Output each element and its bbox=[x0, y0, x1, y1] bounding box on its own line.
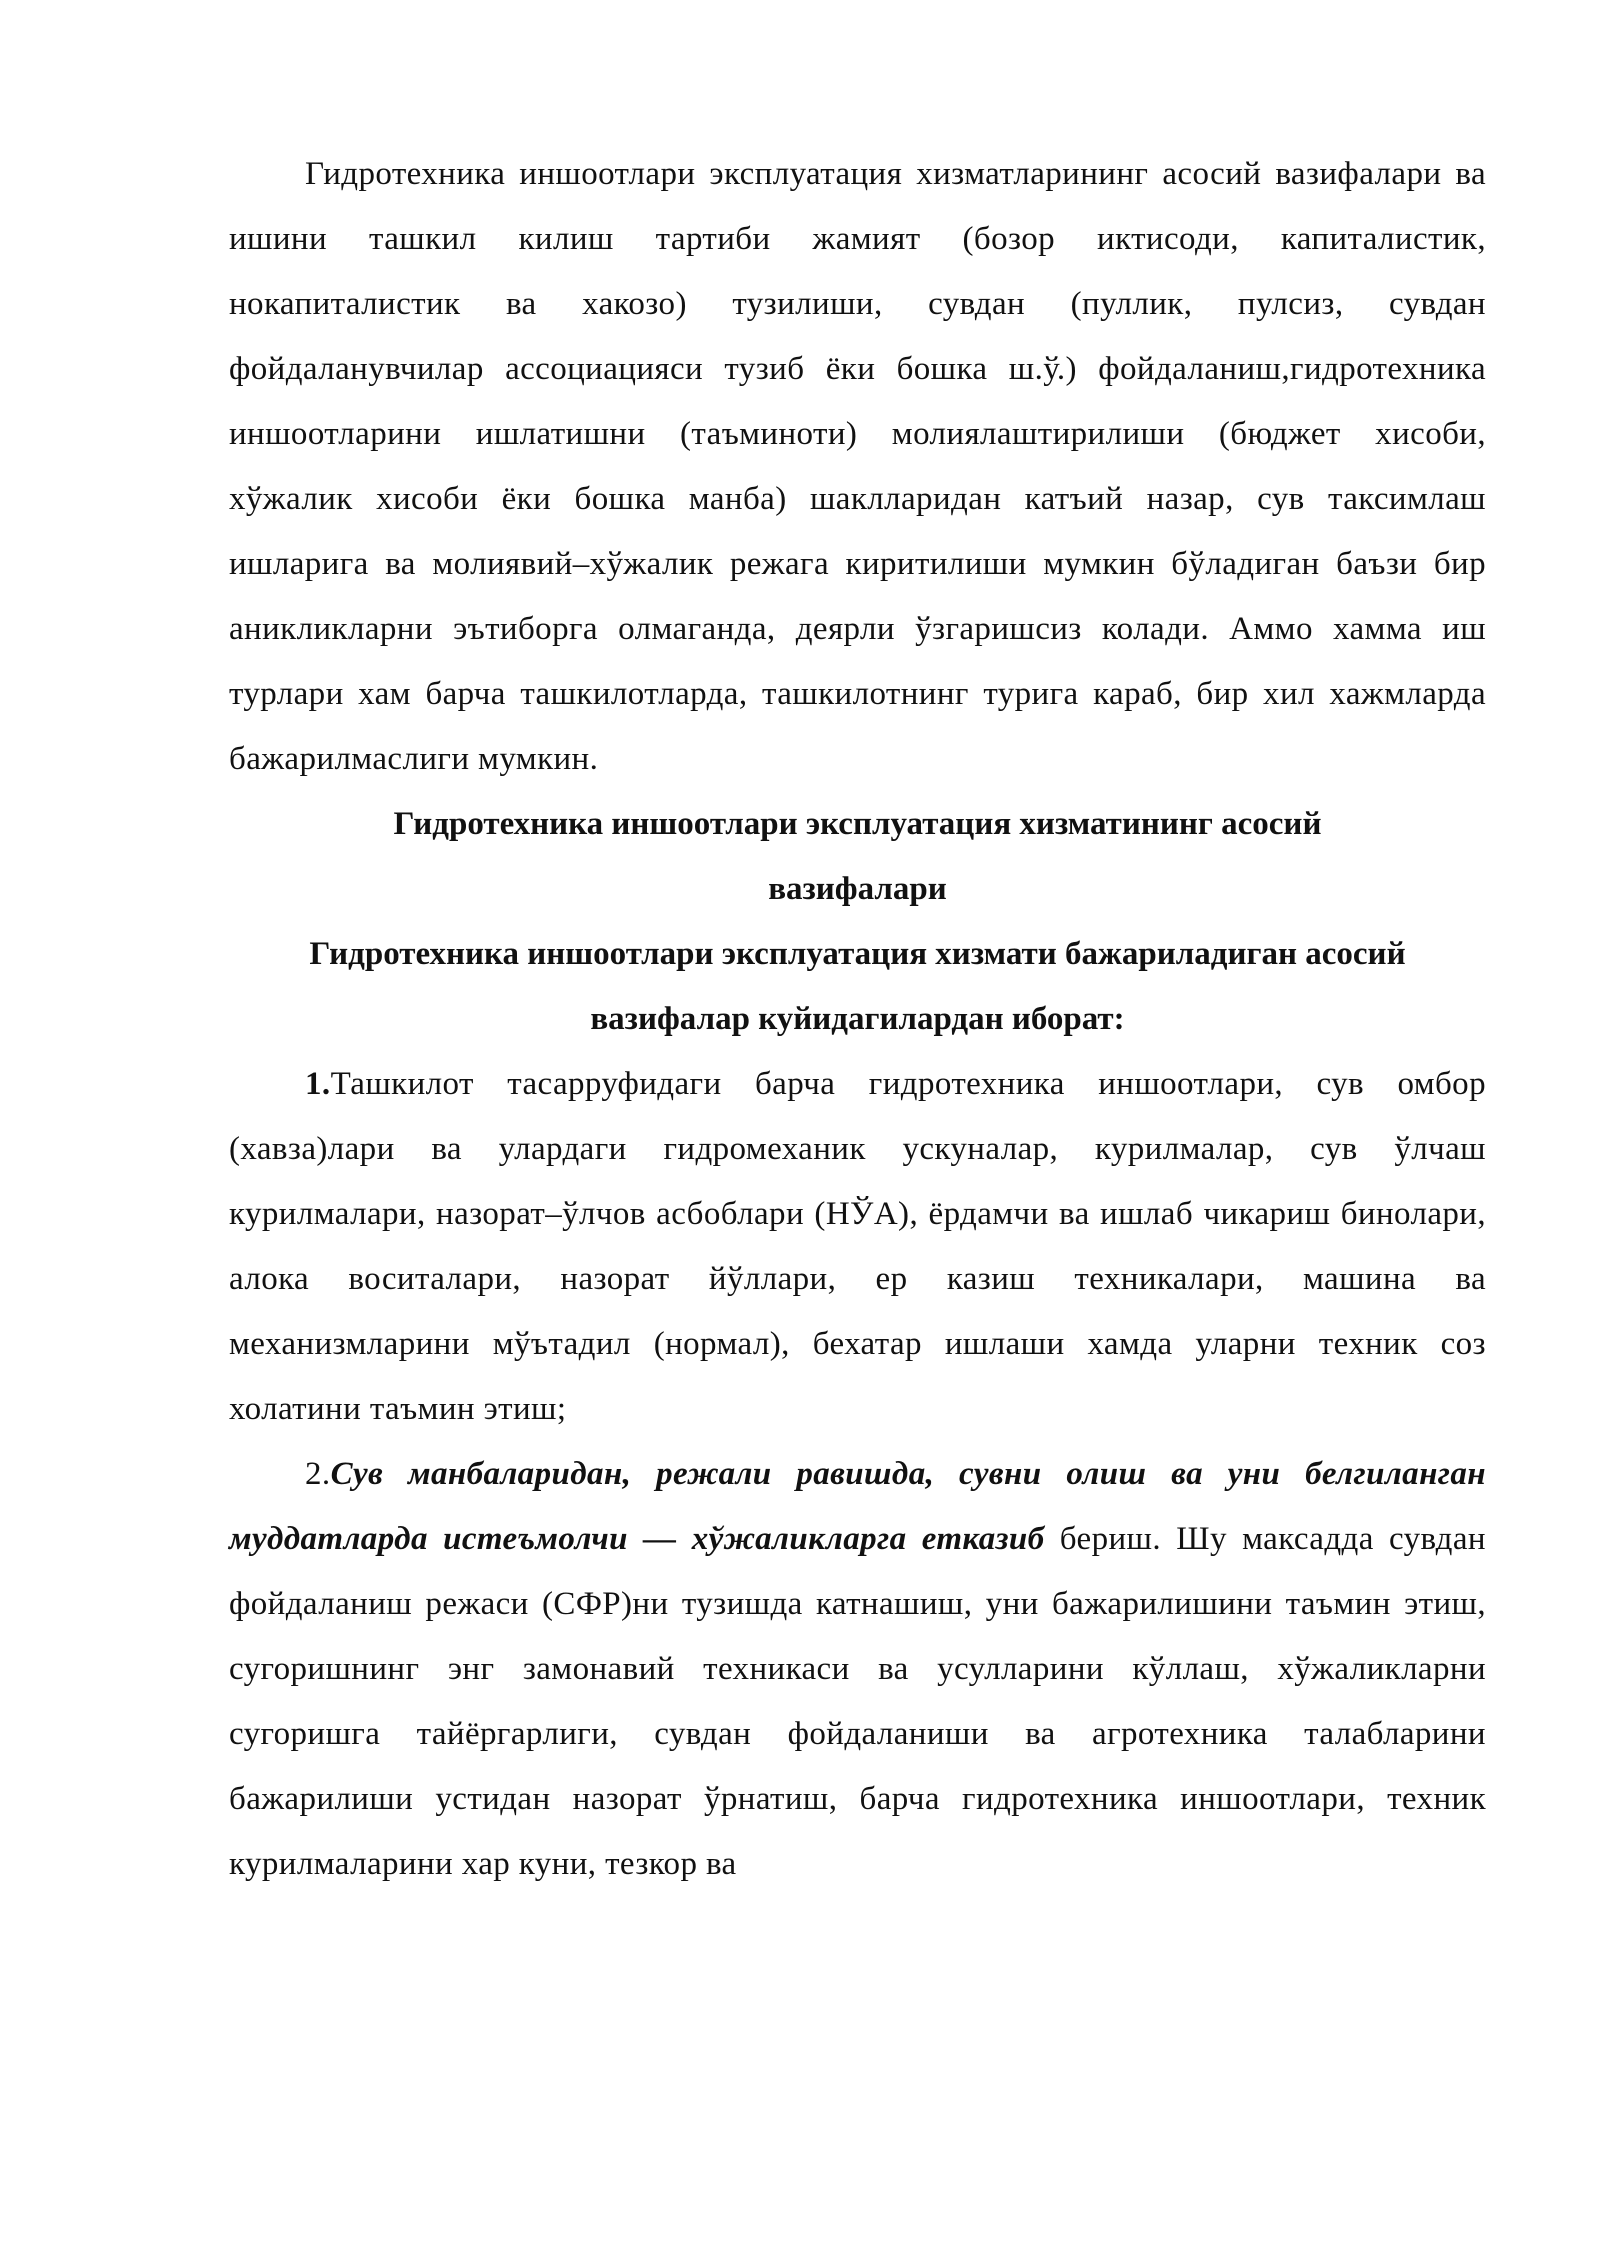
subsection-heading: Гидротехника иншоотлари эксплуатация хизмати бажариладиган асосий вазифалар куйидагилардан иборат: bbox=[309, 936, 1406, 1037]
list-item-1-number: 1. bbox=[305, 1066, 331, 1102]
list-item-2-number: 2. bbox=[305, 1456, 331, 1492]
intro-paragraph: Гидротехника иншоотлари эксплуатация хизматларининг асосий вазифалари ва ишини ташкил килиш тартиби жамият (бозор иктисоди, капиталистик, нокапиталистик ва хакозо) тузилиши, сувдан (пуллик, пулсиз, сувдан фойдаланувчилар ассоциацияси тузиб ёки бошка ш.ў.) фойдаланиш,гидротехника иншоотларини ишлатишни (таъминоти) молиялаштирилиши (бюджет хисоби, хўжалик хисоби ёки бошка манба) шаклларидан катъий назар, сув таксимлаш ишларига ва молиявий–хўжалик режага киритилиши мумкин бўладиган баъзи бир аникликларни эътиборга олмаганда, деярли ўзгаришсиз колади. Аммо хамма иш турлари хам барча ташкилотларда, ташкилотнинг турига караб, бир хил хажмларда бажарилмаслиги мумкин. bbox=[229, 156, 1486, 777]
document-body bbox=[229, 142, 1486, 1897]
list-item-2-text: бериш. Шу максадда сувдан фойдаланиш режаси (СФР)ни тузишда катнашиш, уни бажарилишини таъмин этиш, сугоришнинг энг замонавий техникаси ва усулларини кўллаш, хўжаликларни сугоришга тайёргарлиги, сувдан фойдаланиши ва агротехника талабларини бажарилиши устидан назорат ўрнатиш, барча гидротехника иншоотлари, техник курилмаларини хар куни, тезкор ва bbox=[229, 1521, 1486, 1882]
list-item-1 bbox=[229, 1052, 1486, 1442]
list-item-1-text: Ташкилот тасарруфидаги барча гидротехника иншоотлари, сув омбор (хавза)лари ва улардаги гидромеханик ускуналар, курилмалар, сув ўлчаш курилмалари, назорат–ўлчов асбоблари (НЎА), ёрдамчи ва ишлаб чикариш бинолари, алока воситалари, назорат йўллари, ер казиш техникалари, машина ва механизмларини мўътадил (нормал), бехатар ишлаши хамда уларни техник соз холатини таъмин этиш; bbox=[229, 1066, 1486, 1427]
list-item-2-emphasis: Сув манбаларидан, режали равишда, сувни олиш ва уни белгиланган муддатларда истеъмолчи — хўжаликларга етказиб bbox=[229, 1456, 1486, 1557]
list-item-2 bbox=[229, 1442, 1486, 1897]
section-heading: Гидротехника иншоотлари эксплуатация хизматининг асосий вазифалари bbox=[393, 806, 1322, 907]
